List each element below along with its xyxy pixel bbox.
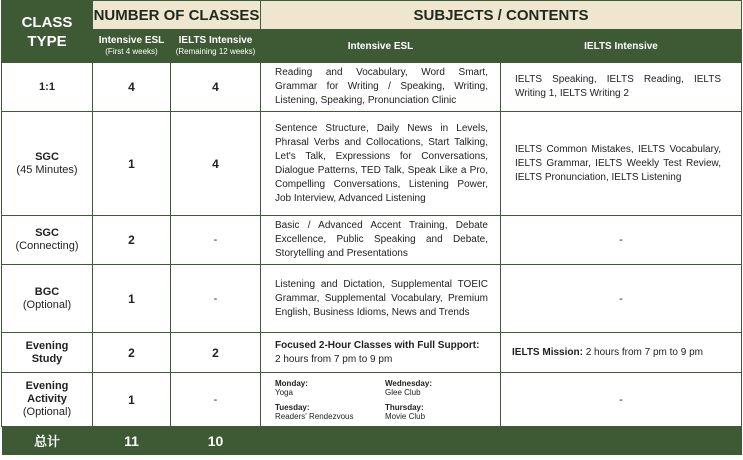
row-type: 1:1	[2, 63, 93, 112]
ielts-content: IELTS Mission: 2 hours from 7 pm to 9 pm	[501, 333, 742, 373]
ielts-content: IELTS Speaking, IELTS Reading, IELTS Writing 1, IELTS Writing 2	[501, 63, 742, 112]
number-of-classes-header: NUMBER OF CLASSES	[93, 1, 261, 30]
ielts-count: 4	[171, 63, 261, 112]
ielts-count: 4	[171, 112, 261, 216]
row-type: Evening Study	[2, 333, 93, 373]
esl-count: 4	[93, 63, 171, 112]
row-type: Evening Activity (Optional)	[2, 373, 93, 427]
esl-count: 1	[93, 373, 171, 427]
table-row	[2, 333, 742, 373]
table-row	[2, 63, 742, 112]
subj-ielts-intensive: IELTS Intensive	[501, 30, 742, 63]
esl-total: 11	[124, 432, 139, 449]
ielts-content: IELTS Common Mistakes, IELTS Vocabulary, IELTS Grammar, IELTS Weekly Test Review, IELTS Pronunciation, IELTS Listening	[501, 112, 742, 216]
class-schedule-table	[1, 0, 742, 455]
table-row	[2, 112, 742, 216]
table-row	[2, 373, 742, 427]
esl-content: Listening and Dictation, Supplemental TOEIC Grammar, Supplemental Vocabulary, Premium English, Business Idioms, News and Trends	[261, 265, 501, 333]
ielts-content: -	[501, 373, 742, 427]
row-type: SGC (Connecting)	[2, 216, 93, 265]
activity-tuesday: Tuesday: Readers' Rendezvous	[275, 402, 354, 421]
esl-content: Sentence Structure, Daily News in Levels, Phrasal Verbs and Collocations, Start Talking, Let's Talk, Expressions for Conversations, Dialogue Patterns, TED Talk, Speak Like a Pro, Compelling Conversations, Listening Power, Job Interview, Advanced Listening	[261, 112, 501, 216]
ielts-count: 2	[171, 333, 261, 373]
col-intensive-esl: Intensive ESL (First 4 weeks)	[93, 30, 171, 63]
row-type: BGC (Optional)	[2, 265, 93, 333]
esl-content: Focused 2-Hour Classes with Full Support: 2 hours from 7 pm to 9 pm	[261, 333, 501, 373]
activity-thursday: Thursday: Movie Club	[385, 402, 426, 421]
totals-row	[2, 427, 742, 455]
table-row	[2, 265, 742, 333]
ielts-count: -	[171, 373, 261, 427]
esl-count: 2	[93, 333, 171, 373]
ielts-content: -	[501, 265, 742, 333]
ielts-content: -	[501, 216, 742, 265]
footer-blank	[501, 427, 742, 455]
esl-count: 2	[93, 216, 171, 265]
activity-schedule	[261, 373, 501, 427]
total-label: 总计	[33, 434, 60, 450]
ielts-count: -	[171, 216, 261, 265]
ielts-total: 10	[207, 432, 224, 449]
col-ielts-intensive: IELTS Intensive (Remaining 12 weeks)	[171, 30, 261, 63]
subj-intensive-esl: Intensive ESL	[261, 30, 501, 63]
subjects-contents-header: SUBJECTS / CONTENTS	[261, 1, 742, 30]
esl-count: 1	[93, 265, 171, 333]
esl-content: Reading and Vocabulary, Word Smart, Grammar for Writing / Speaking, Writing, Listening, Speaking, Pronunciation Clinic	[261, 63, 501, 112]
footer-blank	[261, 427, 501, 455]
table-row	[2, 216, 742, 265]
activity-monday: Monday: Yoga	[275, 378, 308, 397]
ielts-count: -	[171, 265, 261, 333]
esl-count: 1	[93, 112, 171, 216]
activity-wednesday: Wednesday: Glee Club	[385, 378, 432, 397]
esl-content: Basic / Advanced Accent Training, Debate Excellence, Public Speaking and Debate, Storytelling and Presentations	[261, 216, 501, 265]
class-type-header: CLASS TYPE	[2, 1, 93, 63]
row-type: SGC (45 Minutes)	[2, 112, 93, 216]
